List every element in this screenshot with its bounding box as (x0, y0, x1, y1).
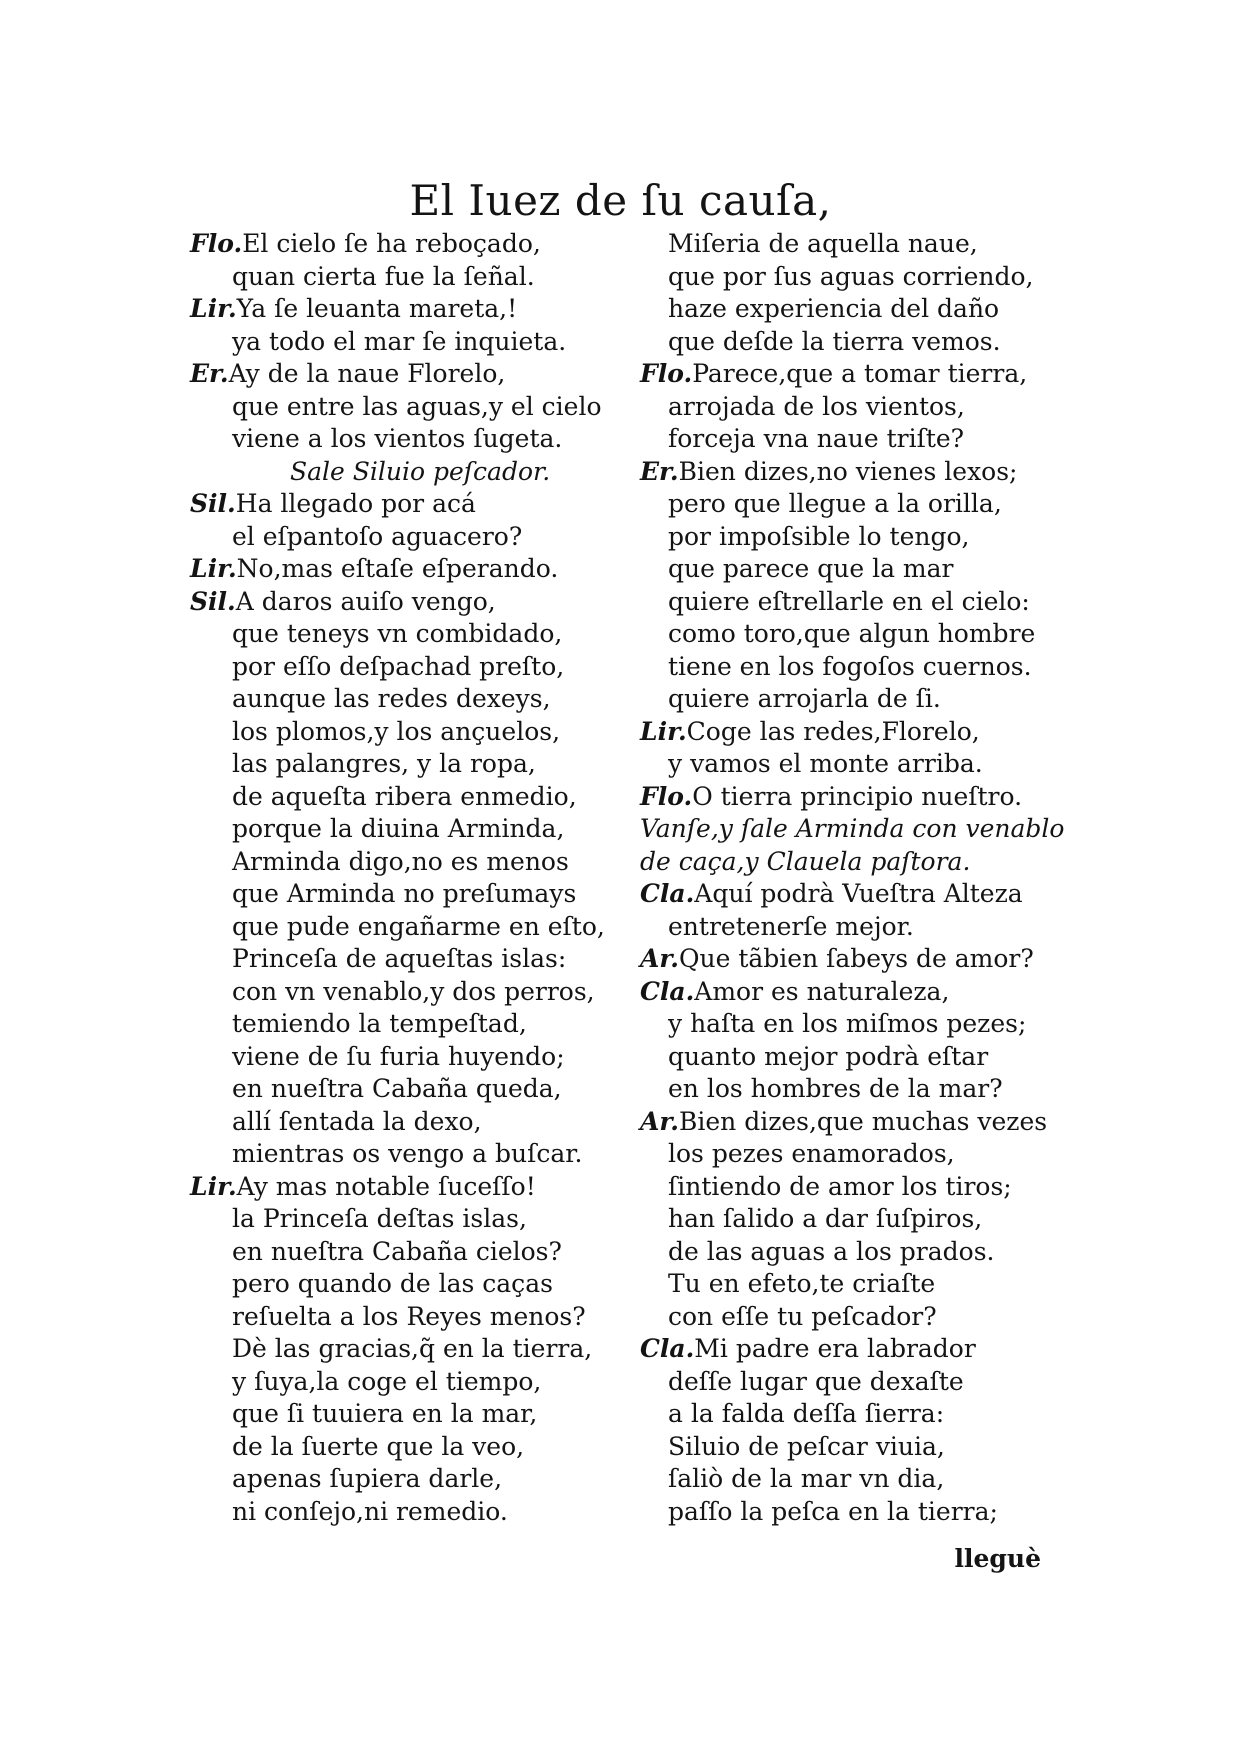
verse-text: Bien dizes,no vienes lexos; (678, 456, 1018, 486)
speaker-label: Cla. (640, 1334, 695, 1363)
verse-line (640, 228, 1070, 261)
verse-text: apenas ſupiera darle, (232, 1464, 503, 1493)
speaker-label: Flo. (190, 229, 243, 258)
verse-line (640, 293, 1070, 326)
verse-text: Princeſa de aqueſtas islas: (232, 944, 567, 973)
verse-line (190, 1203, 630, 1236)
verse-text: a la falda deſſa ſierra: (668, 1399, 945, 1428)
verse-text: en nueſtra Cabaña cielos? (232, 1236, 562, 1266)
verse-line (190, 586, 630, 619)
verse-line (640, 1431, 1070, 1464)
verse-line (190, 1463, 630, 1496)
verse-text: ni conſejo,ni remedio. (232, 1496, 508, 1526)
verse-line (640, 716, 1070, 749)
verse-text: Amor es naturaleza, (694, 976, 950, 1006)
verse-text: Ay de la naue Florelo, (228, 359, 506, 388)
verse-text: Coge las redes,Florelo, (686, 716, 980, 746)
verse-text: Parece,que a tomar tierra, (692, 359, 1028, 388)
verse-text: que parece que la mar (668, 554, 954, 583)
verse-text: haze experiencia del daño (668, 294, 1000, 323)
verse-line (190, 553, 630, 586)
verse-line (190, 943, 630, 976)
verse-text: forceja vna naue triſte? (668, 424, 965, 453)
verse-text: No,mas eſtaſe eſperando. (236, 554, 559, 583)
verse-text: Que tãbien ſabeys de amor? (678, 944, 1034, 973)
verse-line (640, 1366, 1070, 1399)
verse-text: en nueſtra Cabaña queda, (232, 1074, 562, 1103)
stage-direction-text: Sale Siluio peſcador. (290, 456, 551, 486)
verse-text: Ya ſe leuanta mareta,! (236, 294, 518, 323)
speaker-label: Flo. (640, 781, 693, 811)
verse-text: de las aguas a los prados. (668, 1236, 995, 1266)
verse-text: Mi padre era labrador (694, 1334, 976, 1363)
verse-text: entretenerſe mejor. (668, 911, 914, 941)
verse-line (190, 846, 630, 879)
verse-line (640, 651, 1070, 684)
verse-text: temiendo la tempeſtad, (232, 1009, 527, 1038)
verse-line (190, 1041, 630, 1074)
verse-line (190, 781, 630, 814)
verse-text: Aquí podrà Vueſtra Alteza (694, 879, 1023, 908)
verse-text: allí ſentada la dexo, (232, 1106, 482, 1136)
verse-line (190, 1106, 630, 1139)
verse-line (190, 293, 630, 326)
verse-line (190, 1366, 630, 1399)
verse-text: Ha llegado por acá (235, 489, 476, 518)
speaker-label: Lir. (190, 294, 237, 323)
verse-line (190, 1073, 630, 1106)
verse-text: en los hombres de la mar? (668, 1074, 1003, 1103)
verse-line (640, 781, 1070, 814)
verse-text: y vamos el monte arriba. (668, 749, 983, 778)
verse-text: la Princeſa deſtas islas, (232, 1204, 527, 1233)
verse-line (190, 878, 630, 911)
page-title: El Iuez de ſu cauſa, (409, 176, 832, 225)
right-column (640, 228, 1070, 1528)
verse-line (640, 1333, 1070, 1366)
verse-text: que ſi tuuiera en la mar, (232, 1399, 538, 1428)
verse-line (190, 976, 630, 1009)
stage-direction-text: de caça,y Clauela paſtora. (640, 846, 971, 876)
verse-text: El cielo ſe ha reboçado, (242, 229, 541, 258)
verse-line (190, 911, 630, 944)
speaker-label: Sil. (190, 489, 236, 518)
verse-text: Arminda digo,no es menos (232, 846, 569, 876)
verse-text: O tierra principio nueſtro. (692, 781, 1023, 811)
verse-text: de la ſuerte que la veo, (232, 1431, 525, 1461)
verse-line (640, 748, 1070, 781)
verse-text: Ay mas notable ſuceſſo! (236, 1171, 536, 1201)
verse-line (190, 1398, 630, 1431)
verse-line (190, 618, 630, 651)
verse-line (640, 586, 1070, 619)
speaker-label: Lir. (640, 716, 687, 746)
verse-line (190, 1333, 630, 1366)
verse-text: que Arminda no preſumays (232, 879, 577, 908)
stage-direction (190, 456, 630, 489)
speaker-label: Cla. (640, 879, 695, 908)
verse-line (640, 423, 1070, 456)
verse-text: A daros auiſo vengo, (235, 586, 496, 616)
verse-line (190, 1431, 630, 1464)
verse-line (190, 1268, 630, 1301)
verse-text: pero quando de las caças (232, 1269, 553, 1298)
verse-text: que entre las aguas,y el cielo (232, 391, 602, 421)
verse-line (190, 326, 630, 359)
verse-text: Tu en efeto,te criaſte (668, 1269, 936, 1298)
verse-line (640, 358, 1070, 391)
verse-text: Dè las gracias,q̃ en la tierra, (232, 1334, 593, 1363)
verse-text: deſſe lugar que dexaſte (668, 1366, 964, 1396)
verse-text: quanto mejor podrà eſtar (668, 1041, 989, 1071)
verse-line (640, 326, 1070, 359)
stage-direction-text: Vanſe,y ſale Arminda con venablo (640, 814, 1065, 843)
verse-text: con eſſe tu peſcador? (668, 1301, 937, 1331)
verse-text: Siluio de peſcar viuia, (668, 1431, 945, 1461)
verse-line (190, 228, 630, 261)
verse-line (640, 261, 1070, 294)
verse-line (190, 1171, 630, 1204)
speaker-label: Ar. (640, 944, 679, 973)
verse-line (640, 976, 1070, 1009)
speaker-label: Flo. (640, 359, 693, 388)
verse-line (640, 553, 1070, 586)
verse-line (640, 488, 1070, 521)
verse-line (640, 1203, 1070, 1236)
verse-line (640, 1463, 1070, 1496)
verse-line (190, 1496, 630, 1529)
verse-line (640, 1268, 1070, 1301)
verse-line (190, 423, 630, 456)
speaker-label: Lir. (190, 554, 237, 583)
speaker-label: Cla. (640, 976, 695, 1006)
verse-text: los pezes enamorados, (668, 1139, 955, 1168)
verse-line (190, 651, 630, 684)
verse-line (190, 1138, 630, 1171)
verse-text: pero que llegue a la orilla, (668, 489, 1002, 518)
speaker-label: Ar. (640, 1106, 679, 1136)
verse-text: por eſſo deſpachad preſto, (232, 651, 565, 681)
verse-text: quiere eſtrellarle en el cielo: (668, 586, 1030, 616)
verse-text: viene a los vientos ſugeta. (232, 424, 563, 453)
verse-line (640, 618, 1070, 651)
verse-line (190, 358, 630, 391)
speaker-label: Er. (190, 359, 229, 388)
verse-line (190, 748, 630, 781)
verse-line (190, 488, 630, 521)
verse-line (640, 683, 1070, 716)
verse-line (190, 261, 630, 294)
verse-text: reſuelta a los Reyes menos? (232, 1301, 586, 1331)
verse-text: mientras os vengo a buſcar. (232, 1139, 583, 1168)
verse-text: que deſde la tierra vemos. (668, 326, 1001, 356)
verse-line (640, 1008, 1070, 1041)
catchword: lleguè (954, 1544, 1041, 1573)
verse-line (640, 1106, 1070, 1139)
verse-line (640, 911, 1070, 944)
verse-text: y ſuya,la coge el tiempo, (232, 1366, 542, 1396)
verse-line (640, 1496, 1070, 1529)
verse-text: tiene en los fogoſos cuernos. (668, 651, 1032, 681)
verse-text: ſaliò de la mar vn dia, (668, 1464, 945, 1493)
verse-line (640, 1171, 1070, 1204)
verse-line (190, 521, 630, 554)
speaker-label: Lir. (190, 1171, 237, 1201)
verse-text: quan cierta fue la ſeñal. (232, 261, 535, 291)
verse-text: con vn venablo,y dos perros, (232, 976, 595, 1006)
left-column (190, 228, 630, 1528)
verse-line (190, 716, 630, 749)
verse-line (640, 1398, 1070, 1431)
verse-text: Miſeria de aquella naue, (668, 229, 978, 258)
verse-text: que por ſus aguas corriendo, (668, 261, 1034, 291)
speaker-label: Er. (640, 456, 679, 486)
stage-direction (640, 813, 1070, 846)
verse-text: ſintiendo de amor los tiros; (668, 1171, 1012, 1201)
verse-line (640, 1301, 1070, 1334)
verse-text: el eſpantoſo aguacero? (232, 521, 523, 551)
stage-direction (640, 846, 1070, 879)
verse-line (190, 1301, 630, 1334)
verse-line (190, 391, 630, 424)
verse-text: han ſalido a dar ſuſpiros, (668, 1204, 983, 1233)
verse-text: los plomos,y los ançuelos, (232, 716, 561, 746)
verse-text: paſſo la peſca en la tierra; (668, 1496, 998, 1526)
verse-line (640, 521, 1070, 554)
verse-line (640, 1073, 1070, 1106)
verse-text: que teneys vn combidado, (232, 619, 563, 648)
verse-line (190, 1236, 630, 1269)
verse-text: ya todo el mar ſe inquieta. (232, 326, 567, 356)
speaker-label: Sil. (190, 586, 236, 616)
verse-text: quiere arrojarla de ſi. (668, 684, 941, 713)
verse-text: que pude engañarme en eſto, (232, 911, 605, 941)
verse-line (640, 1041, 1070, 1074)
verse-line (190, 813, 630, 846)
verse-text: las palangres, y la ropa, (232, 749, 536, 778)
verse-line (640, 1138, 1070, 1171)
verse-text: aunque las redes dexeys, (232, 684, 551, 713)
verse-line (640, 456, 1070, 489)
verse-text: viene de ſu furia huyendo; (232, 1041, 565, 1071)
verse-text: arrojada de los vientos, (668, 391, 965, 421)
verse-line (640, 391, 1070, 424)
verse-text: Bien dizes,que muchas vezes (678, 1106, 1048, 1136)
verse-line (190, 1008, 630, 1041)
verse-text: de aqueſta ribera enmedio, (232, 781, 577, 811)
verse-text: por impoſsible lo tengo, (668, 521, 970, 551)
verse-line (190, 683, 630, 716)
verse-text: porque la diuina Arminda, (232, 814, 565, 843)
verse-line (640, 1236, 1070, 1269)
verse-text: y haſta en los miſmos pezes; (668, 1009, 1027, 1038)
verse-line (640, 943, 1070, 976)
verse-text: como toro,que algun hombre (668, 619, 1036, 648)
verse-line (640, 878, 1070, 911)
